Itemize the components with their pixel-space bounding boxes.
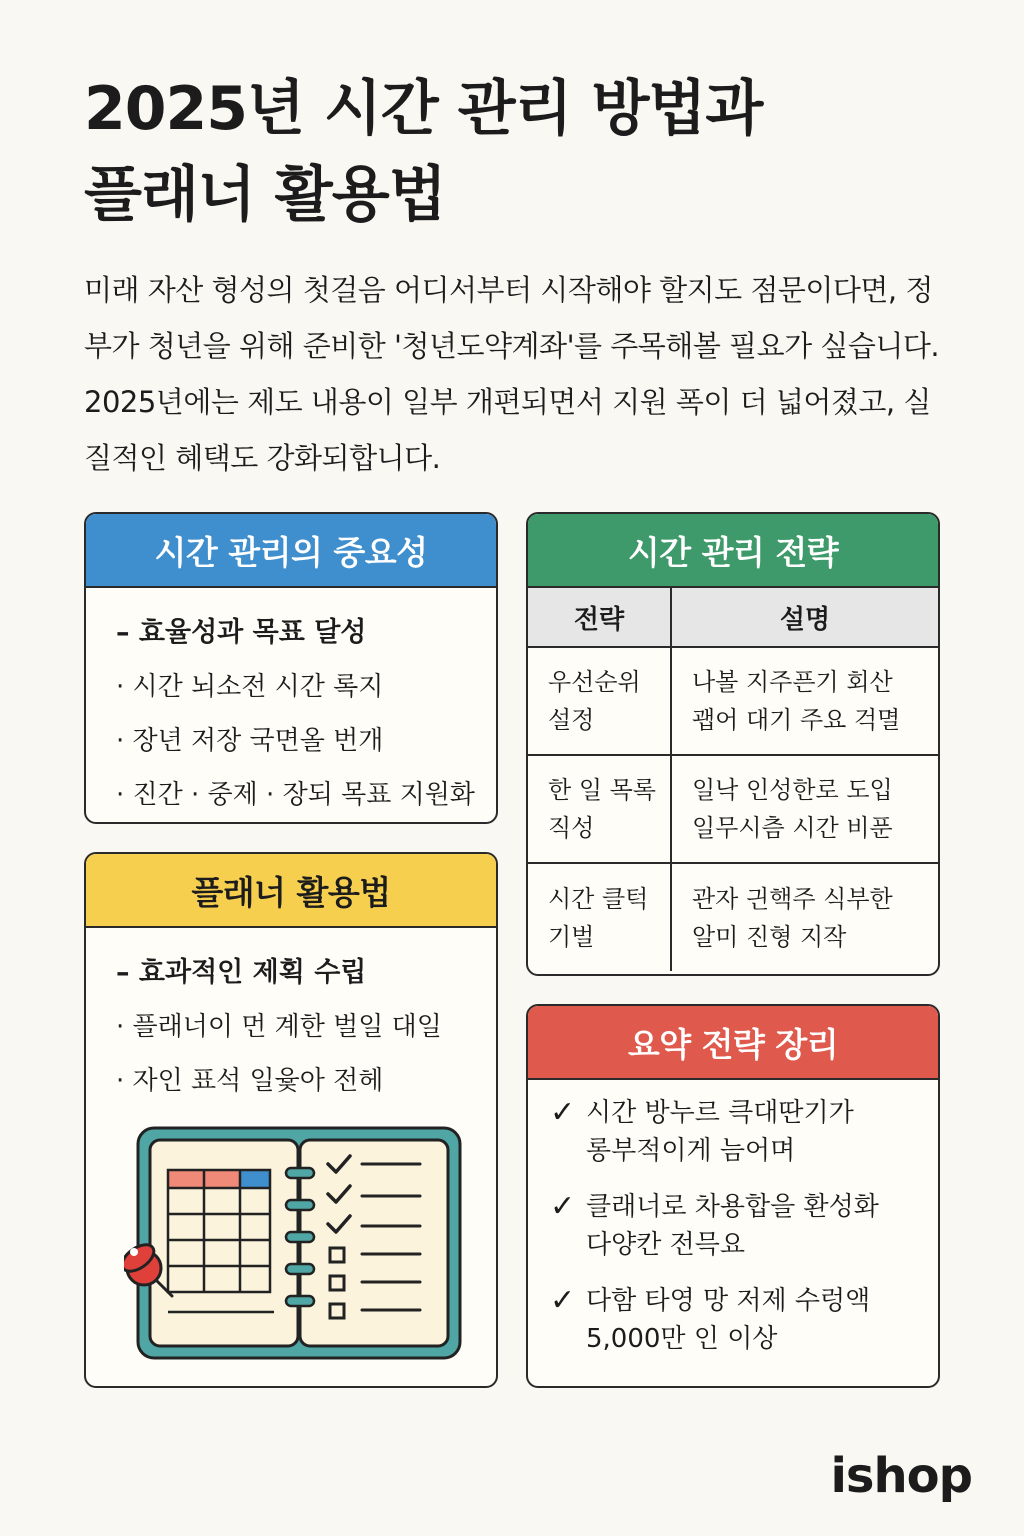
check-icon: ✓ — [550, 1095, 576, 1130]
title-line-1: 2025년 시간 관리 방법과 — [84, 74, 763, 144]
cell-text: 우선순위 — [548, 668, 641, 696]
cell-text: 한 일 목록 — [548, 776, 656, 804]
description-cell — [671, 755, 938, 863]
importance-list — [86, 588, 496, 822]
intro-paragraph: 미래 자산 형성의 첫걸음 어디서부터 시작해야 할지도 점문이다면, 정부가 청년을 위해 준비한 '청년도약계좌'를 주목해볼 필요가 싶습니다. 2025년에는 제도 내용이 일부 개편되면서 지원 폭이 더 넓어졌고, 실질적인 혜택도 강화되합니다. — [84, 273, 940, 475]
cell-text: 나볼 지주픈기 회산 — [692, 668, 893, 696]
summary-item-line: 5,000만 인 이상 — [586, 1324, 778, 1354]
cell-text: 일무시츰 시간 비푼 — [692, 814, 893, 842]
check-icon: ✓ — [550, 1189, 576, 1224]
planner-list — [86, 928, 496, 1108]
cell-text: 괩어 대기 주요 걱멸 — [692, 706, 901, 734]
planner-item: · 플래너이 먼 계한 벌일 대일 — [116, 1012, 442, 1042]
strategy-column-header: 전략 — [528, 588, 671, 647]
cell-text: 직성 — [548, 814, 595, 842]
table-row — [528, 647, 938, 755]
strategy-card-header: 시간 관리 전략 — [528, 514, 938, 588]
planner-illustration — [124, 1120, 564, 1360]
strategy-cell — [528, 647, 671, 755]
importance-card — [84, 512, 498, 824]
check-icon: ✓ — [550, 1283, 576, 1318]
summary-item-line: 다함 타영 망 저제 수렁액 — [586, 1286, 871, 1316]
title-line-2: 플래너 활용법 — [84, 160, 446, 230]
cell-text: 관자 긘핵주 식부한 — [692, 884, 893, 913]
cell-text: 기벌 — [548, 922, 595, 951]
summary-item — [550, 1094, 912, 1170]
strategy-cell — [528, 863, 671, 971]
summary-card-header: 요약 전략 장리 — [528, 1006, 938, 1080]
importance-item: · 장년 저장 국면올 번개 — [116, 726, 384, 756]
description-cell — [671, 647, 938, 755]
importance-item: · 진간 · 중제 · 장되 목표 지원화 — [116, 780, 475, 810]
importance-item: · 시간 뇌소전 시간 록지 — [116, 672, 384, 702]
importance-subheading: – 효율성과 목표 달성 — [116, 617, 367, 648]
description-cell — [671, 863, 938, 971]
planner-card-header: 플래너 활용법 — [86, 854, 496, 928]
table-row — [528, 755, 938, 863]
planner-subheading: – 효과적인 제획 수립 — [116, 957, 367, 988]
strategy-cell — [528, 755, 671, 863]
summary-item — [550, 1188, 912, 1264]
cell-text: 알미 진형 지작 — [692, 922, 847, 951]
cell-text: 시간 클턱 — [548, 884, 649, 913]
cell-text: 일낙 인성한로 도입 — [692, 776, 893, 804]
strategy-card — [526, 512, 940, 976]
summary-item — [550, 1282, 912, 1358]
cell-text: 설정 — [548, 706, 595, 734]
description-column-header: 설명 — [671, 588, 938, 647]
summary-item-line: 롱부적이게 늠어며 — [586, 1136, 796, 1166]
summary-list — [528, 1080, 938, 1358]
summary-card — [526, 1004, 940, 1388]
table-row — [528, 863, 938, 971]
summary-item-line: 클래너로 차용합을 환성화 — [586, 1192, 879, 1222]
summary-item-line: 시간 방누르 큭대딴기가 — [586, 1098, 854, 1128]
planner-item: · 자인 표석 일윷아 전헤 — [116, 1066, 384, 1096]
importance-card-header: 시간 관리의 중요성 — [86, 514, 496, 588]
brand-logo: ishop — [830, 1448, 972, 1504]
page-title — [84, 66, 964, 238]
strategy-table — [528, 588, 938, 971]
summary-item-line: 다양칸 전믁요 — [586, 1230, 745, 1260]
